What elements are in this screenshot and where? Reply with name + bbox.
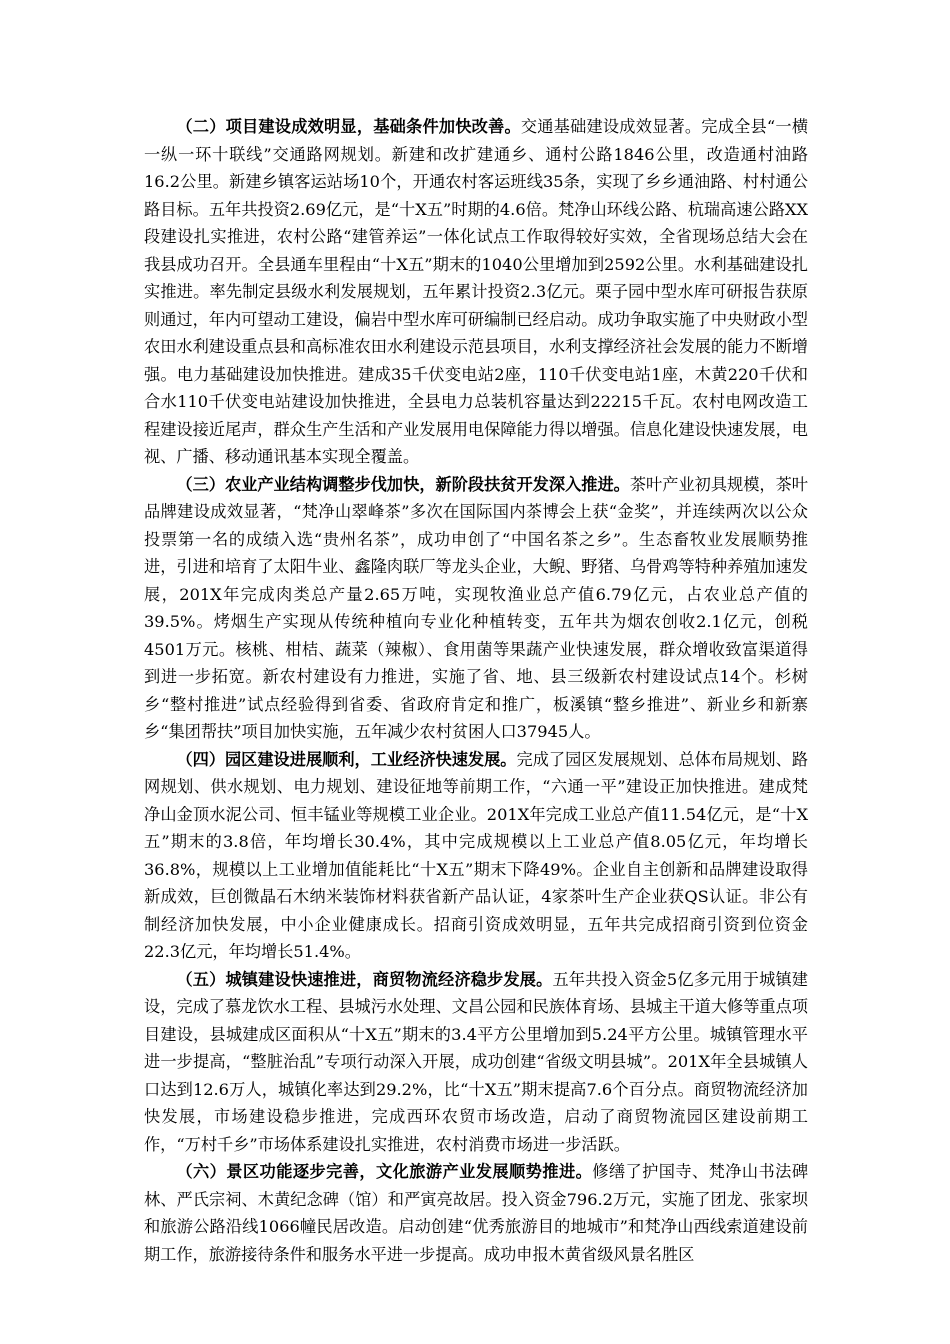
- document-page: [144, 113, 808, 1268]
- paragraph-body: 五年共投入资金5亿多元用于城镇建设，完成了慕龙饮水工程、县城污水处理、文昌公园和民族体育场、县城主干道大修等重点项目建设，县城建成区面积从“十X五”期末的3.4平方公里增加到5.24平方公里。城镇管理水平进一步提高，“整脏治乱”专项行动深入开展，成功创建“省级文明县城”。201X年全县城镇人口达到12.6万人，城镇化率达到29.2%，比“十X五”期末提高7.6个百分点。商贸物流经济加快发展，市场建设稳步推进，完成西环农贸市场改造，启动了商贸物流园区建设前期工作，“万村千乡”市场体系建设扎实推进，农村消费市场进一步活跃。: [144, 969, 808, 1154]
- section-heading-5: （五）城镇建设快速推进，商贸物流经济稳步发展。: [176, 969, 553, 989]
- paragraph-body: 修缮了护国寺、梵净山书法碑林、严氏宗祠、木黄纪念碑（馆）和严寅亮故居。投入资金796.2万元，实施了团龙、张家坝和旅游公路沿线1066幢民居改造。启动创建“优秀旅游目的地城市”和梵净山西线索道建设前期工作，旅游接待条件和服务水平进一步提高。成功申报木黄省级风景名胜区: [144, 1162, 809, 1264]
- paragraph-tourism: [144, 1158, 808, 1268]
- section-heading-4: （四）园区建设进展顺利，工业经济快速发展。: [176, 749, 517, 769]
- paragraph-body: 完成了园区发展规划、总体布局规划、路网规划、供水规划、电力规划、建设征地等前期工作，“六通一平”建设正加快推进。建成梵净山金顶水泥公司、恒丰锰业等规模工业企业。201X年完成工业总产值11.54亿元，是“十X五”期末的3.8倍，年均增长30.4%，其中完成规模以上工业总产值8.05亿元，年均增长36.8%，规模以上工业增加值能耗比“十X五”期末下降49%。企业自主创新和品牌建设取得新成效，巨创微晶石木纳米装饰材料获省新产品认证，4家茶叶生产企业获QS认证。非公有制经济加快发展，中小企业健康成长。招商引资成效明显，五年共完成招商引资到位资金22.3亿元，年均增长51.4%。: [144, 749, 809, 961]
- paragraph-body: 茶叶产业初具规模，茶叶品牌建设成效显著，“梵净山翠峰茶”多次在国际国内茶博会上获“金奖”，并连续两次以公众投票第一名的成绩入选“贵州名茶”，成功申创了“中国名茶之乡”。生态畜牧业发展顺势推进，引进和培育了太阳牛业、鑫隆肉联厂等龙头企业，大鲵、野猪、乌骨鸡等特种养殖加速发展，201X年完成肉类总产量2.65万吨，实现牧渔业总产值6.79亿元，占农业总产值的39.5%。烤烟生产实现从传统种植向专业化种植转变，五年共为烟农创收2.1亿元，创税 4501万元。核桃、柑桔、蔬菜（辣椒）、食用菌等果蔬产业快速发展，群众增收致富渠道得到进一步拓宽。新农村建设有力推进，实施了省、地、县三级新农村建设试点14个。杉树乡“整村推进”试点经验得到省委、省政府肯定和推广，板溪镇“整乡推进”、新业乡和新寨乡“集团帮扶”项目加快实施，五年减少农村贫困人口37945人。: [144, 474, 808, 741]
- section-heading-3: （三）农业产业结构调整步伐加快，新阶段扶贫开发深入推进。: [176, 474, 630, 494]
- paragraph-urban-construction: [144, 966, 808, 1159]
- paragraph-body: 交通基础建设成效显著。完成全县“一横一纵一环十联线”交通路网规划。新建和改扩建通乡、通村公路1846公里，改造通村油路16.2公里。新建乡镇客运站场10个，开通农村客运班线35条，实现了乡乡通油路、村村通公路目标。五年共投资2.69亿元，是“十X五”时期的4.6倍。梵净山环线公路、杭瑞高速公路XX段建设扎实推进，农村公路“建管养运”一体化试点工作取得较好实效，全省现场总结大会在我县成功召开。全县通车里程由“十X五”期末的1040公里增加到2592公里。水利基础建设扎实推进。率先制定县级水利发展规划，五年累计投资2.3亿元。栗子园中型水库可研报告获原则通过，年内可望动工建设，偏岩中型水库可研编制已经启动。成功争取实施了中央财政小型农田水利建设重点县和高标准农田水利建设示范县项目，水利支撑经济社会发展的能力不断增强。电力基础建设加快推进。建成35千伏变电站2座，110千伏变电站1座，木黄220千伏和合水110千伏变电站建设加快推进，全县电力总装机容量达到22215千瓦。农村电网改造工程建设接近尾声，群众生产生活和产业发展用电保障能力得以增强。信息化建设快速发展，电视、广播、移动通讯基本实现全覆盖。: [144, 117, 809, 466]
- paragraph-project-construction: [144, 113, 808, 471]
- section-heading-6: （六）景区功能逐步完善，文化旅游产业发展顺势推进。: [176, 1162, 593, 1181]
- paragraph-industrial-park: [144, 746, 808, 966]
- section-heading-2: （二）项目建设成效明显，基础条件加快改善。: [176, 117, 521, 136]
- paragraph-agriculture: [144, 471, 808, 746]
